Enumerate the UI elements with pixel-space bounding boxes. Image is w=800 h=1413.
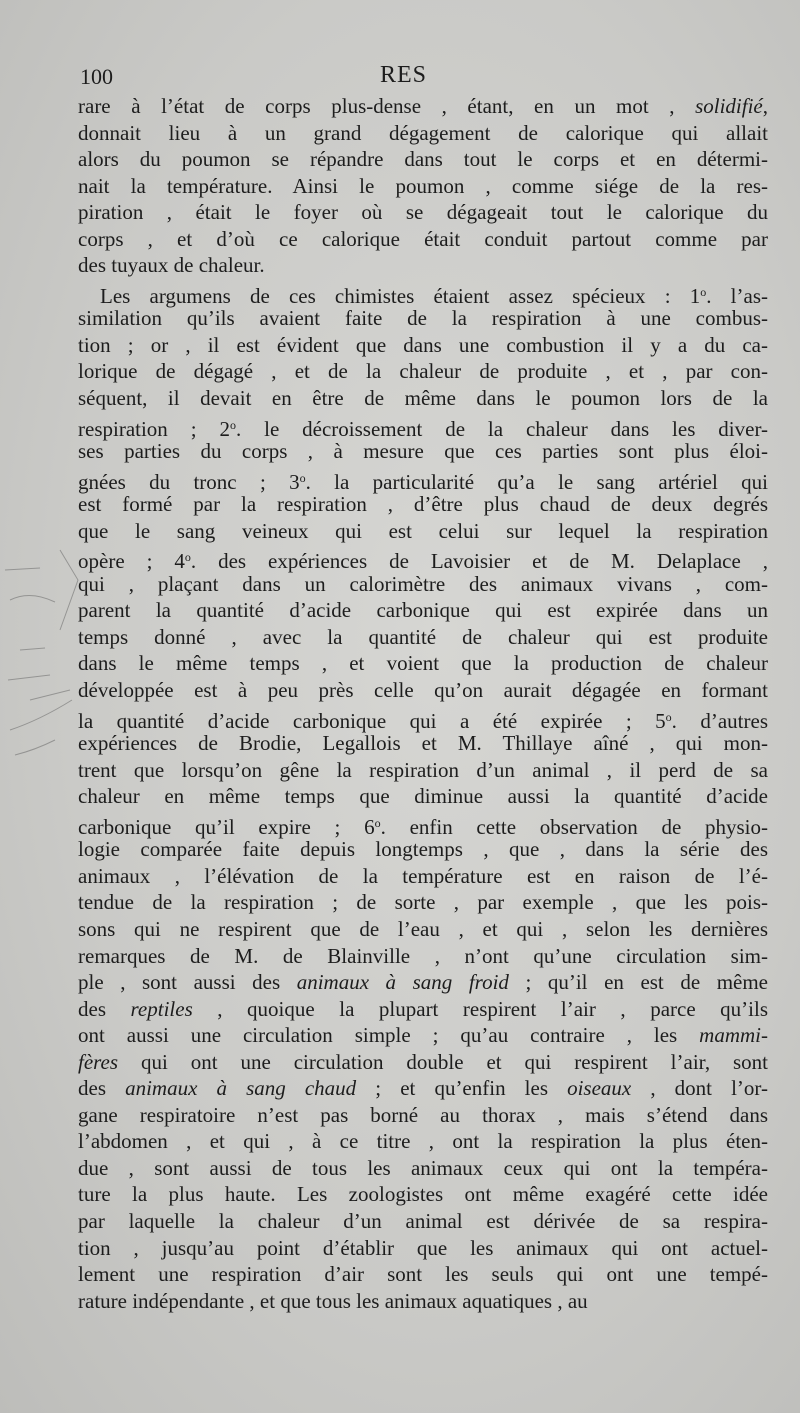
text-line: [78, 1261, 768, 1288]
text-line: [78, 1235, 768, 1262]
text-run: rature indépendante , et que tous les animaux aquatiques , au: [78, 1288, 588, 1313]
italic-text: oiseaux: [567, 1076, 632, 1101]
text-run: tendue de la respiration ; de sorte , par exemple , que les pois-: [78, 890, 768, 915]
margin-pencil-marks: [0, 540, 80, 800]
italic-text: fères: [78, 1049, 119, 1074]
text-run: qui ont une circulation double et qui respirent l’air, sont: [118, 1049, 768, 1074]
text-run: des: [78, 1076, 126, 1101]
text-run: ; qu’il en est de même: [508, 970, 769, 995]
text-line: [78, 810, 768, 837]
text-run: remarques de M. de Blainville , n’ont qu’une circulation sim-: [78, 943, 768, 968]
text-run: tion , jusqu’au point d’établir que les animaux qui ont actuel-: [78, 1235, 768, 1260]
text-run: est formé par la respiration , d’être plus chaud de deux degrés: [78, 492, 768, 517]
text-run: ; et qu’enfin les: [356, 1076, 568, 1101]
text-line: [78, 1075, 768, 1102]
page-header: [80, 62, 770, 94]
italic-text: solidifié: [695, 94, 763, 118]
text-run: des tuyaux de chaleur.: [78, 253, 265, 278]
text-line: [78, 385, 768, 412]
text-run: lement une respiration d’air sont les seuls qui ont une tempé-: [78, 1262, 768, 1287]
italic-text: animaux à sang froid: [296, 970, 509, 995]
text-run: . la particularité qu’a le sang artériel qui: [305, 469, 768, 494]
text-line: [78, 1049, 768, 1076]
text-line: [78, 783, 768, 810]
text-run: ple , sont aussi des: [78, 970, 297, 995]
text-line: [78, 226, 768, 253]
text-run: sons qui ne respirent que de l’eau , et qui , selon les dernières: [78, 916, 768, 941]
text-run: chaleur en même temps que diminue aussi la quantité d’acide: [78, 784, 768, 809]
text-run: lorique de dégagé , et de la chaleur de produite , et , par con-: [78, 359, 768, 384]
italic-text: reptiles: [130, 996, 193, 1021]
text-line: [78, 996, 768, 1023]
text-line: [78, 358, 768, 385]
text-run: l’abdomen , et qui , à ce titre , ont la respiration la plus éten-: [78, 1129, 768, 1154]
superscript: o: [229, 417, 236, 432]
text-line: [78, 491, 768, 518]
text-line: [78, 916, 768, 943]
text-line: [78, 518, 768, 545]
text-line: [78, 730, 768, 757]
text-line: [78, 1102, 768, 1129]
text-run: séquent, il devait en être de même dans le poumon lors de la: [78, 386, 768, 411]
text-line: [78, 412, 768, 439]
text-run: par laquelle la chaleur d’un animal est dérivée de sa respira-: [78, 1208, 768, 1233]
text-run: développée est à peu près celle qu’on aurait dégagée en formant: [78, 678, 768, 703]
text-line: [78, 279, 768, 306]
superscript: o: [299, 470, 306, 485]
text-run: temps donné , avec la quantité de chaleur qui est produite: [78, 624, 768, 649]
text-line: [78, 120, 768, 147]
text-run: due , sont aussi de tous les animaux ceux qui ont la tempéra-: [78, 1155, 768, 1180]
text-run: similation qu’ils avaient faite de la respiration à une combus-: [78, 306, 768, 331]
italic-text: animaux à sang chaud: [125, 1076, 357, 1101]
text-run: donnait lieu à un grand dégagement de calorique qui allait: [78, 120, 768, 145]
text-run: animaux , l’élévation de la température est en raison de l’é-: [78, 863, 768, 888]
text-line: [78, 597, 768, 624]
text-run: trent que lorsqu’on gêne la respiration d’un animal , il perd de sa: [78, 757, 768, 782]
text-run: logie comparée faite depuis longtemps , que , dans la série des: [78, 837, 768, 862]
text-line: [78, 650, 768, 677]
text-run: que le sang veineux qui est celui sur lequel la respiration: [78, 518, 768, 543]
superscript: o: [374, 815, 381, 830]
text-run: ,: [762, 94, 768, 118]
text-line: [78, 863, 768, 890]
text-line: [78, 199, 768, 226]
text-run: parent la quantité d’acide carbonique qui est expirée dans un: [78, 598, 768, 623]
text-run: gane respiratoire n’est pas borné au thorax , mais s’étend dans: [78, 1102, 768, 1127]
text-run: rare à l’état de corps plus-dense , étant, en un mot ,: [78, 94, 696, 118]
text-run: . l’as-: [706, 283, 768, 308]
text-line: [78, 624, 768, 651]
text-run: , dont l’or-: [631, 1076, 768, 1101]
text-line: [78, 252, 768, 279]
text-run: corps , et d’où ce calorique était conduit partout comme par: [78, 226, 768, 251]
superscript: o: [665, 709, 672, 724]
text-run: , quoique la plupart respirent l’air , parce qu’ils: [192, 996, 769, 1021]
italic-text: mammi-: [699, 1023, 768, 1048]
text-run: expériences de Brodie, Legallois et M. Thillaye aîné , qui mon-: [78, 731, 768, 756]
text-line: [78, 704, 768, 731]
text-line: [78, 146, 768, 173]
text-run: gnées du tronc ; 3: [78, 469, 300, 494]
text-run: Les argumens de ces chimistes étaient assez spécieux : 1: [100, 283, 701, 308]
text-run: nait la température. Ainsi le poumon , comme siége de la res-: [78, 173, 768, 198]
text-run: . des expériences de Lavoisier et de M. Delaplace ,: [190, 549, 768, 574]
superscript: o: [700, 284, 707, 299]
text-line: [78, 332, 768, 359]
text-run: carbonique qu’il expire ; 6: [78, 814, 375, 839]
text-run: ture la plus haute. Les zoologistes ont même exagéré cette idée: [78, 1182, 768, 1207]
text-line: [78, 969, 768, 996]
text-line: [78, 943, 768, 970]
text-line: [78, 438, 768, 465]
text-run: tion ; or , il est évident que dans une combustion il y a du ca-: [78, 332, 768, 357]
text-run: ses parties du corps , à mesure que ces parties sont plus éloi-: [78, 439, 768, 464]
text-line: [78, 677, 768, 704]
text-run: piration , était le foyer où se dégageait tout le calorique du: [78, 200, 768, 225]
text-run: la quantité d’acide carbonique qui a été expirée ; 5: [78, 708, 666, 733]
text-line: [78, 889, 768, 916]
text-run: alors du poumon se répandre dans tout le corps et en détermi-: [78, 147, 768, 172]
text-run: . d’autres: [671, 708, 769, 733]
text-line: [78, 757, 768, 784]
text-run: qui , plaçant dans un calorimètre des animaux vivans , com-: [78, 571, 768, 596]
text-line: [78, 1208, 768, 1235]
text-run: opère ; 4: [78, 549, 185, 574]
text-line: [78, 93, 768, 120]
text-line: [78, 1288, 768, 1315]
body-text: [78, 93, 768, 1314]
running-head: RES: [380, 62, 428, 88]
superscript: o: [184, 550, 191, 565]
page-number: 100: [80, 64, 113, 89]
text-line: [78, 465, 768, 492]
text-run: ont aussi une circulation simple ; qu’au contraire , les: [78, 1023, 700, 1048]
text-run: dans le même temps , et voient que la production de chaleur: [78, 651, 768, 676]
text-line: [78, 1128, 768, 1155]
text-line: [78, 1181, 768, 1208]
text-line: [78, 1022, 768, 1049]
text-run: des: [78, 996, 131, 1021]
text-line: [78, 544, 768, 574]
text-line: [78, 173, 768, 200]
text-run: . le décroissement de la chaleur dans les diver-: [235, 416, 769, 441]
text-line: [78, 571, 768, 598]
text-run: respiration ; 2: [78, 416, 230, 441]
text-line: [78, 1155, 768, 1182]
text-line: [78, 305, 768, 332]
text-line: [78, 836, 768, 863]
text-run: . enfin cette observation de physio-: [380, 814, 768, 839]
